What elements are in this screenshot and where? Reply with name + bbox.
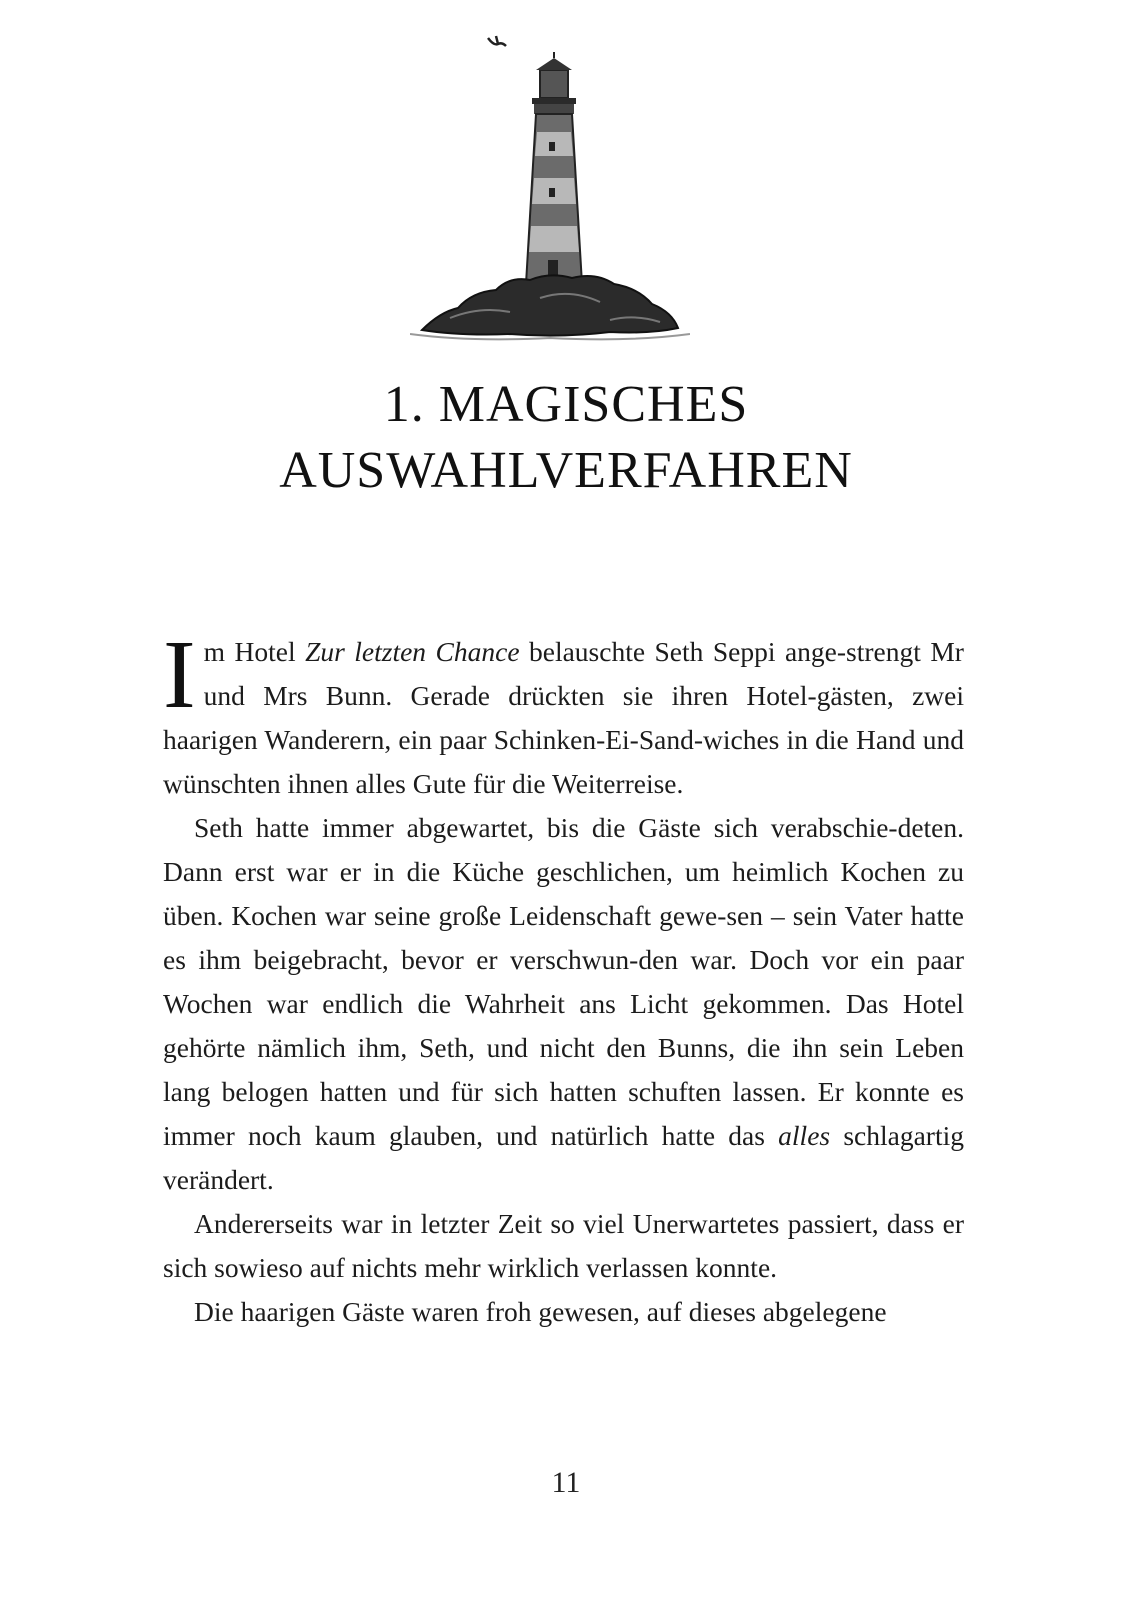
- hotel-name: Zur letzten Chance: [305, 636, 520, 667]
- paragraph-2: [163, 806, 964, 1202]
- chapter-body: [163, 621, 964, 1334]
- chapter-title-line-1: 1. MAGISCHES: [383, 376, 749, 433]
- paragraph-3: Andererseits war in letzter Zeit so viel Unerwartetes passiert, dass er sich sowieso auf nichts mehr wirklich verlassen konnte.: [163, 1208, 964, 1283]
- page-number: 11: [551, 1466, 581, 1499]
- chapter-title: [0, 372, 1132, 504]
- paragraph-1: [163, 621, 964, 806]
- paragraph-1-text-b: belauschte Seth Seppi ange-strengt Mr und Mrs Bunn. Gerade drückten sie ihren Hotel-gästen, zwei haarigen Wanderern, ein paar Schinken-Ei-Sand-wiches in die Hand und wünschten ihnen alles Gute für die Weiterreise.: [163, 636, 964, 799]
- paragraph-4: Die haarigen Gäste waren froh gewesen, auf dieses abgelegene: [194, 1296, 887, 1327]
- seagull-icon: [488, 36, 506, 46]
- paragraph-2-text-a: Seth hatte immer abgewartet, bis die Gäste sich verabschie-deten. Dann erst war er in die Küche geschlichen, um heimlich Kochen zu üben. Kochen war seine große Leidenschaft gewe-sen – sein Vater hatte es ihm beigebracht, bevor er verschwun-den war. Doch vor ein paar Wochen war endlich die Wahrheit ans Licht gekommen. Das Hotel gehörte nämlich ihm, Seth, und nicht den Bunns, die ihn sein Leben lang belogen hatten und für sich hatten schuften lassen. Er konnte es immer noch kaum glauben, und natürlich hatte das: [163, 812, 964, 1151]
- paragraph-2-text-b: schlagartig verändert.: [163, 1120, 964, 1195]
- drop-cap: I: [163, 621, 196, 729]
- chapter-title-line-2: AUSWAHLVERFAHREN: [279, 442, 853, 499]
- paragraph-1-text-a: m Hotel: [203, 636, 306, 667]
- lighthouse-illustration: [410, 22, 690, 352]
- emphasis-alles: alles: [778, 1120, 831, 1151]
